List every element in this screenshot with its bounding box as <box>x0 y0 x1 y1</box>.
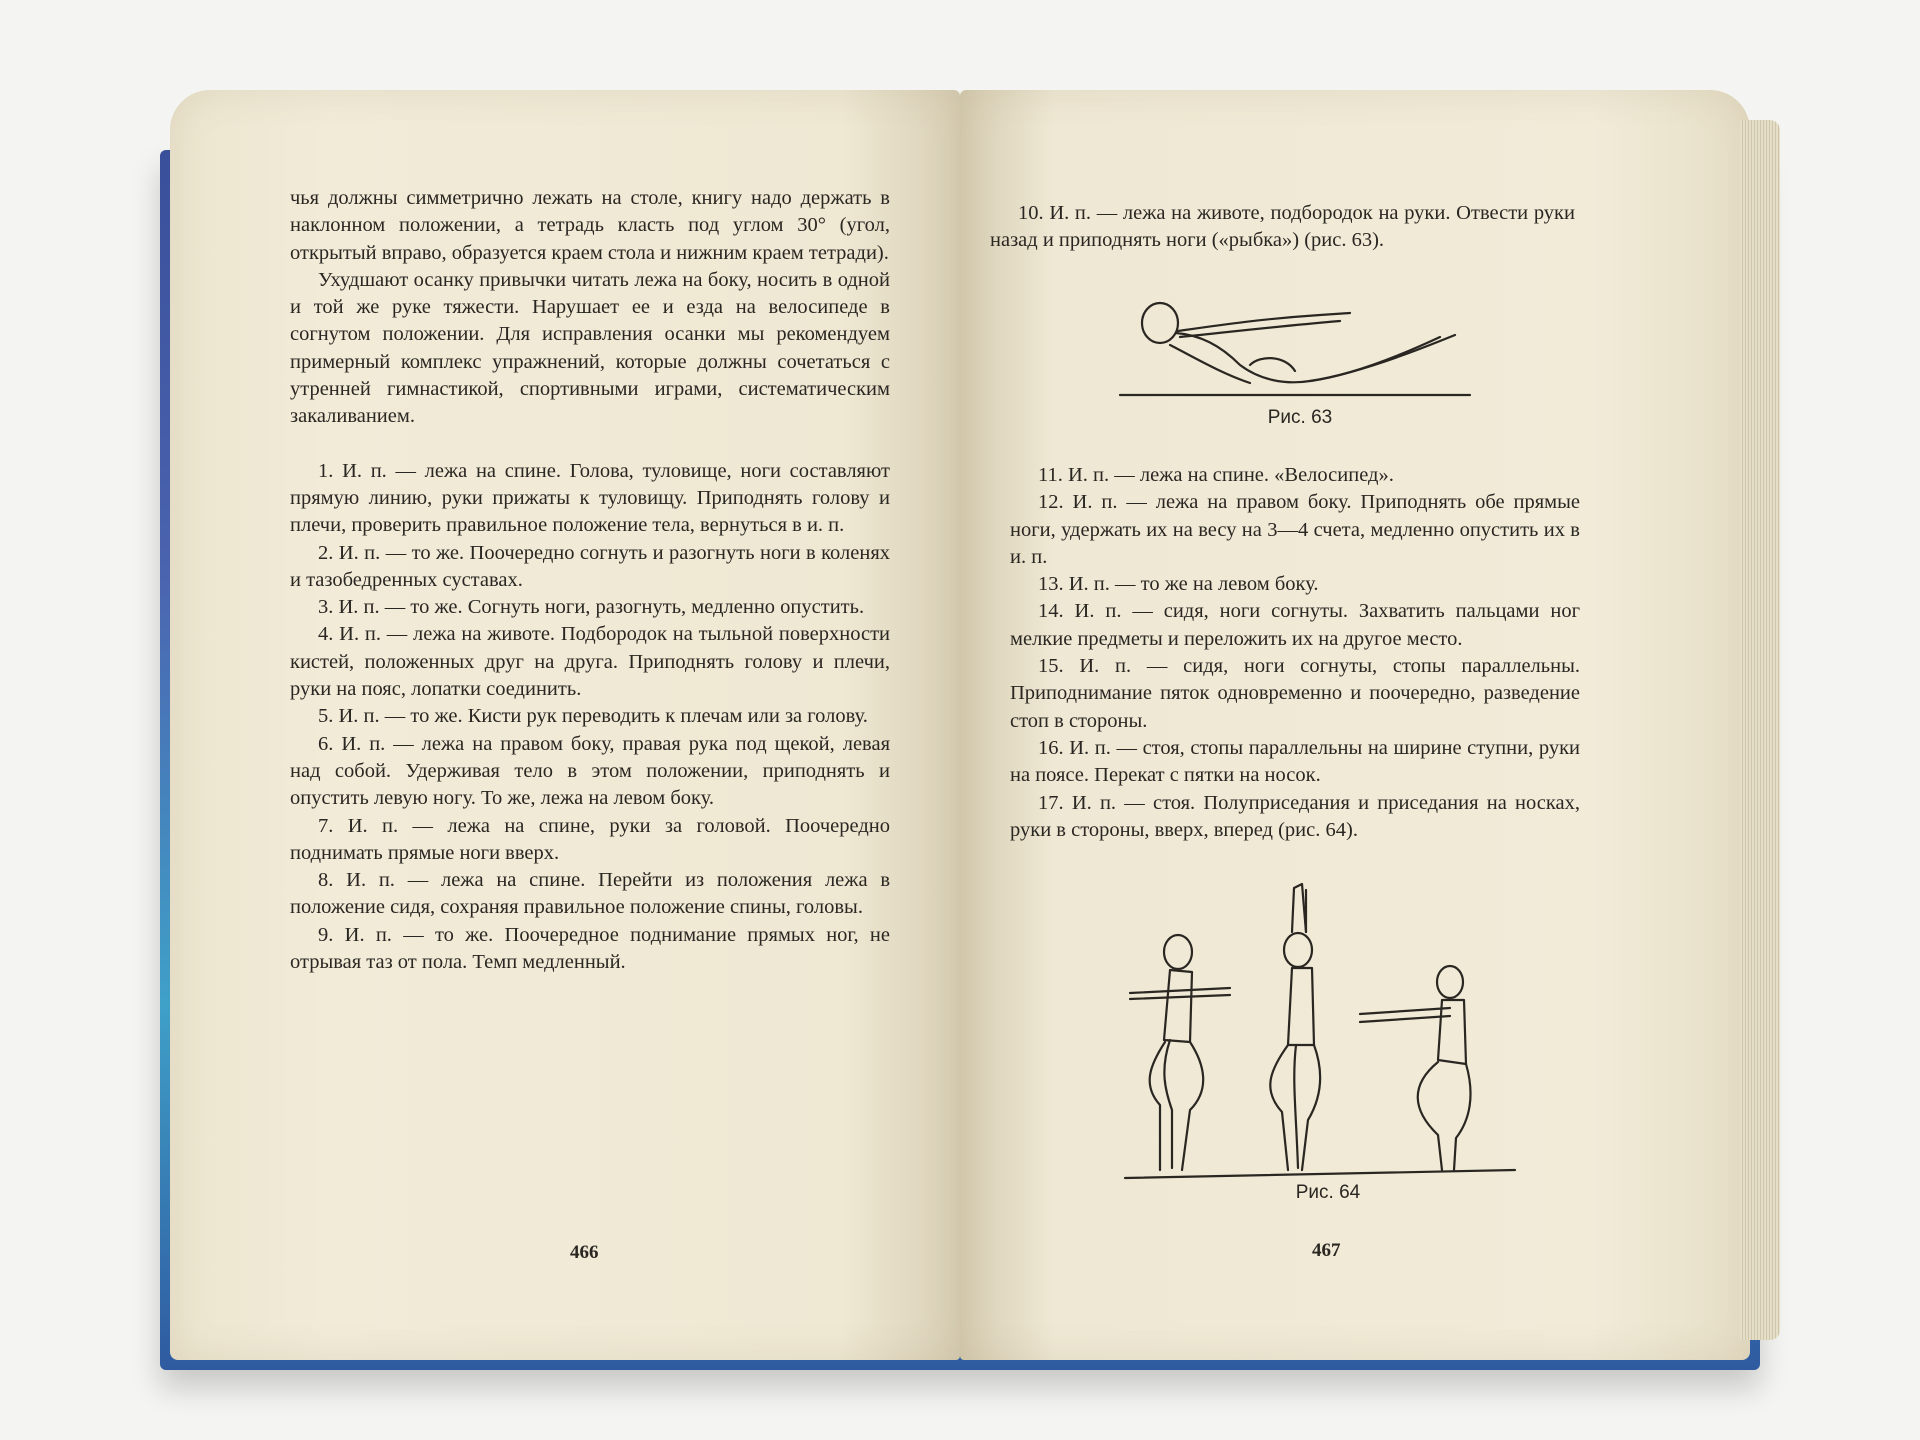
exercise-item: 7. И. п. — лежа на спине, руки за головой. Поочередно поднимать прямые ноги вверх. <box>290 814 890 864</box>
figure-64-illustration <box>1120 880 1520 1180</box>
exercise-item: 12. И. п. — лежа на правом боку. Приподнять обе прямые ноги, удержать их на весу на 3—4 счета, медленно опустить их в и. п. <box>1010 491 1580 568</box>
exercise-item: 13. И. п. — то же на левом боку. <box>1038 573 1319 596</box>
figure-63-illustration <box>1110 285 1480 405</box>
exercise-item: 14. И. п. — сидя, ноги согнуты. Захватить пальцами ног мелкие предметы и переложить их на другое место. <box>1010 600 1580 650</box>
exercise-item: 11. И. п. — лежа на спине. «Велосипед». <box>1038 464 1394 486</box>
exercise-item: 9. И. п. — то же. Поочередное поднимание прямых ног, не отрывая таз от пола. Темп медленный. <box>290 923 890 974</box>
figure-64-caption: Рис. 64 <box>1295 1182 1361 1203</box>
exercise-item: 16. И. п. — стоя, стопы параллельны на ширине ступни, руки на поясе. Перекат с пятки на носок. <box>1010 736 1580 787</box>
right-page-text-middle <box>1010 462 1580 844</box>
right-page-text-top <box>990 200 1575 255</box>
page-edges <box>1740 120 1780 1340</box>
exercise-item: 10. И. п. — лежа на животе, подбородок на руки. Отвести руки назад и приподнять ноги («рыбка») (рис. 63). <box>990 202 1575 252</box>
exercise-item: 2. И. п. — то же. Поочередно согнуть и разогнуть ноги в коленях и тазобедренных суставах. <box>290 541 890 591</box>
exercise-item: 3. И. п. — то же. Согнуть ноги, разогнуть, медленно опустить. <box>318 596 865 619</box>
page-number-left: 466 <box>570 1242 599 1263</box>
exercise-item: 17. И. п. — стоя. Полуприседания и приседания на носках, руки в стороны, вверх, вперед (рис. 64). <box>1010 791 1580 841</box>
exercise-item: 4. И. п. — лежа на животе. Подбородок на тыльной поверхности кистей, положенных друг на друга. Приподнять голову и плечи, руки на пояс, лопатки соединить. <box>290 623 890 701</box>
page-number-right: 467 <box>1312 1240 1341 1261</box>
exercise-item: 1. И. п. — лежа на спине. Голова, туловище, ноги составляют прямую линию, руки прижаты к туловищу. Приподнять голову и плечи, проверить правильное положение тела, вернуться в и. п. <box>290 459 890 537</box>
paragraph: Ухудшают осанку привычки читать лежа на боку, носить в одной и той же руке тяжести. Нарушает ее и езда на велосипеде в согнутом положении. Для исправления осанки мы рекомендуем примерный комплекс упражнений, которые должны сочетаться с утренней гимнастикой, спортивными играми, систематическим закаливанием. <box>290 268 890 428</box>
left-page-text <box>290 185 890 976</box>
exercise-item: 5. И. п. — то же. Кисти рук переводить к плечам или за голову. <box>318 705 868 728</box>
exercise-item: 15. И. п. — сидя, ноги согнуты, стопы параллельны. Приподнимание пяток одновременно и поочередно, разведение стоп в стороны. <box>1010 655 1580 732</box>
paragraph: чья должны симметрично лежать на столе, книгу надо держать в наклонном положении, а тетрадь класть под углом 30° (угол, открытый вправо, образуется краем стола и нижним краем тетради). <box>290 187 890 264</box>
exercise-item: 6. И. п. — лежа на правом боку, правая рука под щекой, левая над собой. Удерживая тело в этом положении, приподнять и опустить левую ногу. То же, лежа на левом боку. <box>290 732 890 810</box>
figure-63-caption: Рис. 63 <box>1267 407 1333 428</box>
exercise-item: 8. И. п. — лежа на спине. Перейти из положения лежа в положение сидя, сохраняя правильное положение спины, головы. <box>290 869 890 919</box>
